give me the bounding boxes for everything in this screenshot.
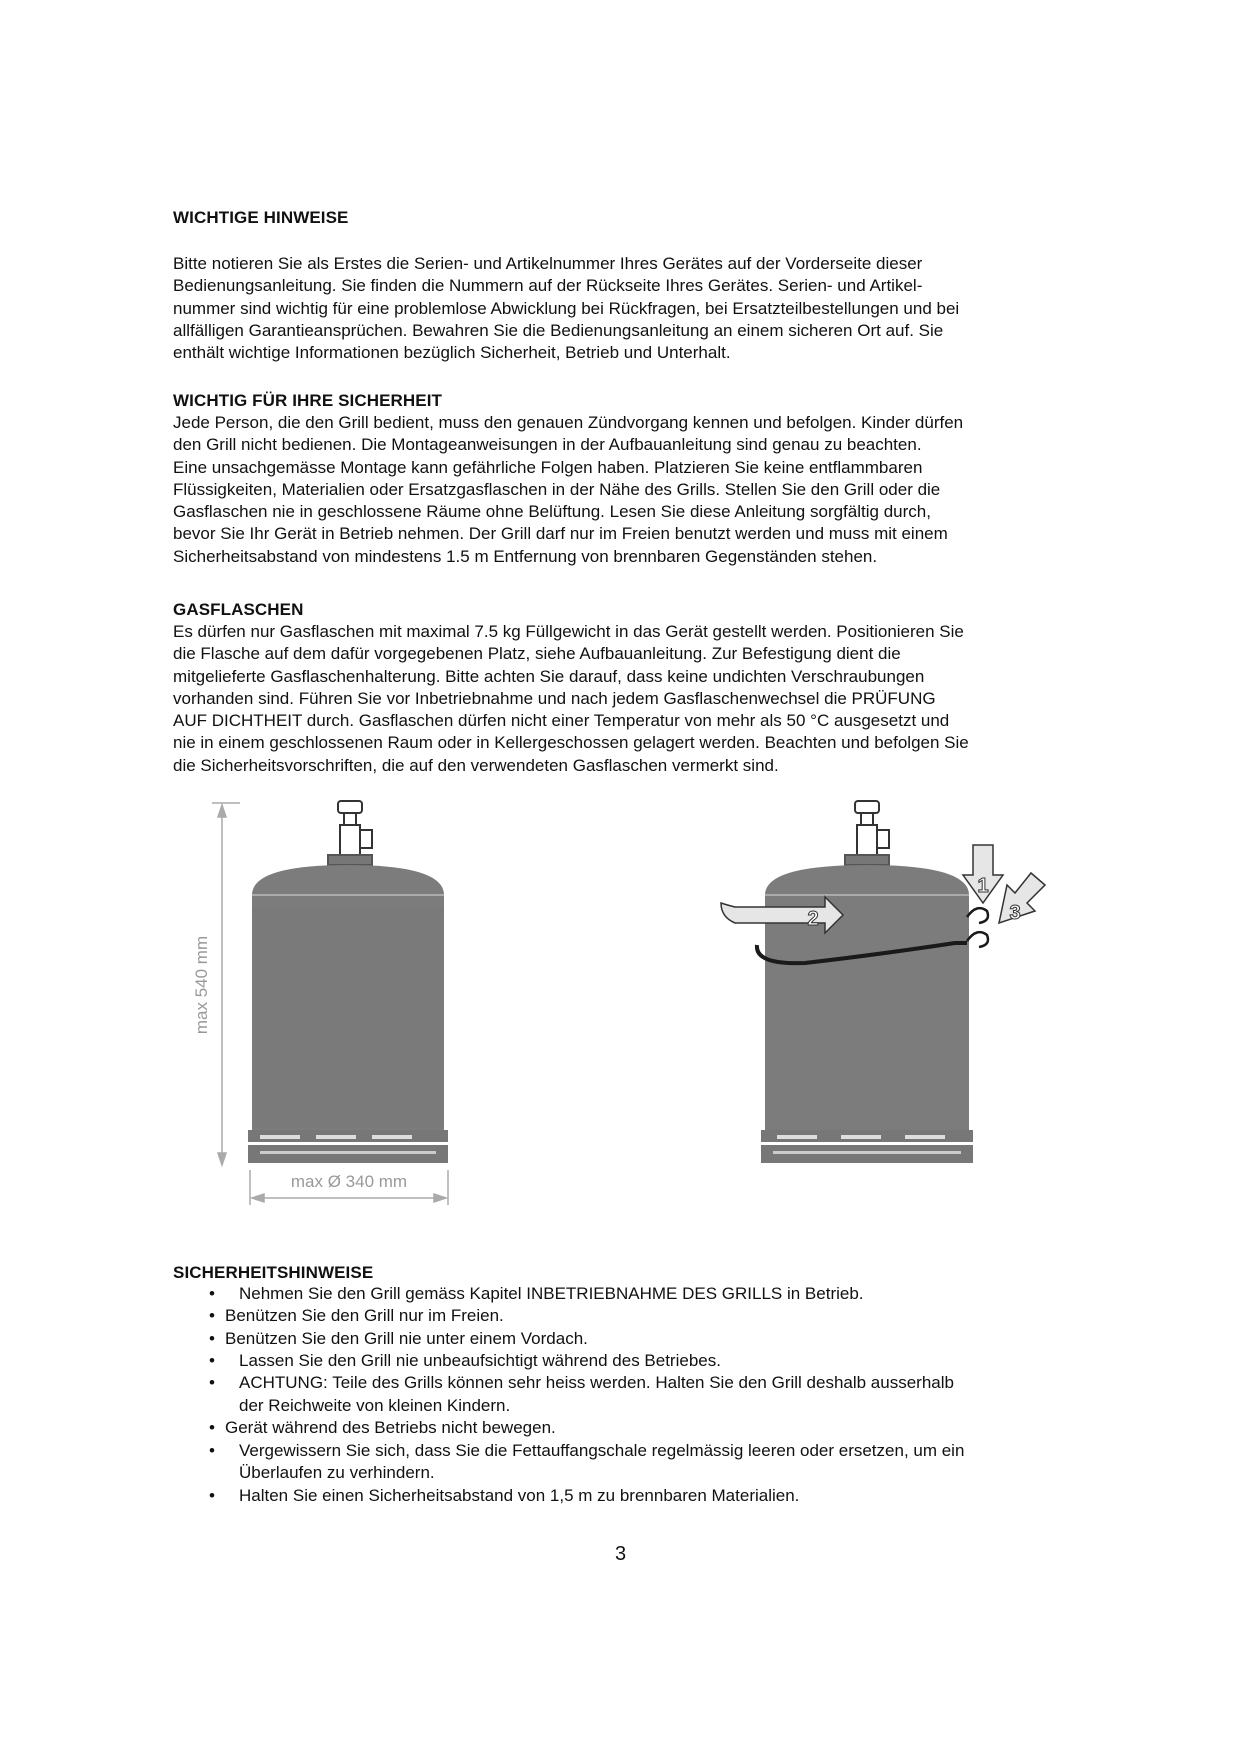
text-line: AUF DICHTHEIT durch. Gasflaschen dürfen nicht einer Temperatur von mehr als 50 °C ausgesetzt und xyxy=(173,711,950,731)
arrow-3-icon xyxy=(999,873,1045,924)
heading-gas-bottles: GASFLASCHEN xyxy=(173,600,304,619)
page-number: 3 xyxy=(614,1543,627,1565)
text-line: Bitte notieren Sie als Erstes die Serien- und Artikelnummer Ihres Gerätes auf der Vorderseite dieser xyxy=(173,254,923,273)
step-3-label: 3 xyxy=(1009,902,1021,924)
bottle-body xyxy=(248,865,448,1163)
bullet-icon: • xyxy=(209,1306,215,1325)
text-line: Bedienungsanleitung. Sie finden die Nummern auf der Rückseite Ihres Gerätes. Serien- und Artikel- xyxy=(173,276,923,296)
valve xyxy=(845,801,889,865)
text-line: enthält wichtige Informationen bezüglich Sicherheit, Betrieb und Unterhalt. xyxy=(173,343,731,363)
text-line: mitgelieferte Gasflaschenhalterung. Bitte achten Sie darauf, dass keine undichten Verschraubungen xyxy=(173,666,925,686)
text-line: Gasflaschen nie in geschlossene Räume ohne Belüftung. Lesen Sie diese Anleitung sorgfältig durch, xyxy=(173,502,931,522)
heading-safety-notes: SICHERHEITSHINWEISE xyxy=(173,1263,374,1282)
text-line: nie in einem geschlossenen Raum oder in Kellergeschossen gelagert werden. Beachten und befolgen Sie xyxy=(173,733,969,753)
text-line: Jede Person, die den Grill bedient, muss den genauen Zündvorgang kennen und befolgen. Kinder dürfen xyxy=(173,413,964,432)
text-line: Flüssigkeiten, Materialien oder Ersatzgasflaschen in der Nähe des Grills. Stellen Sie den Grill oder die xyxy=(173,479,941,499)
gas-bottle-mounting-figure xyxy=(715,795,1055,1180)
gas-bottle-dimensions-figure xyxy=(190,795,490,1215)
manual-page: WICHTIGE HINWEISE Bitte notieren Sie als Erstes die Serien- und Artikelnummer Ihres Gerätes auf der Vorderseite dieser Bedienungsanleitung. Sie finden die Nummern auf der Rückseite Ihres Gerätes. Serien- und Artikel- nummer sind wichtig für eine problemlose Abwicklung bei Rückfragen, bei Ersatzteilbestellungen und bei allfälligen Garantieansprüchen. Bewahren Sie die Bedienungsanleitung an einem sicheren Ort auf. Sie enthält wichtige Informationen bezüglich Sicherheit, Betrieb und Unterhalt. WICHTIG FÜR IHRE SICHERHEIT Jede Person, die den Grill bedient, muss den genauen Zündvorgang kennen und befolgen. Kinder dürfen den Grill nicht bedienen. Die Montageanweisungen in der Aufbauanleitung sind genau zu beachten. Eine unsachgemässe Montage kann gefährliche Folgen haben. Platzieren Sie keine entflammbaren Flüssigkeiten, Materialien oder Ersatzgasflaschen in der Nähe des Grills. Stellen Sie den Grill oder die Gasflaschen nie in geschlossene Räume ohne Belüftung. Lesen Sie diese Anleitung sorgfältig durch, bevor Sie Ihr Gerät in Betrieb nehmen. Der Grill darf nur im Freien benutzt werden und muss mit einem Sicherheitsabstand von mindestens 1.5 m Entfernung von brennbaren Gegenständen stehen. GASFLASCHEN Es dürfen nur Gasflaschen mit maximal 7.5 kg Füllgewicht in das Gerät gestellt werden. Positionieren Sie die Flasche auf dem dafür vorgegebenen Platz, siehe Aufbauanleitung. Zur Befestigung dient die mitgelieferte Gasflaschenhalterung. Bitte achten Sie darauf, dass keine undichten Verschraubungen vorhanden sind. Führen Sie vor Inbetriebnahme und nach jedem Gasflaschenwechsel die PRÜFUNG AUF DICHTHEIT durch. Gasflaschen dürfen nicht einer Temperatur von mehr als 50 °C ausgesetzt und nie in einem geschlossenen Raum oder in Kellergeschossen gelagert werden. Beachten und befolgen Sie die Sicherheitsvorschriften, die auf den verwendeten Gasflaschen vermerkt sind. max 540 mm max Ø 340 mm 2 1 3 SICHERHEITSHINWEISE • Nehmen Sie den Grill gemäss Kapitel INBETRIEBNAHME DES GRILLS in Betrieb. • Benützen Sie den Grill nur im Freien. • Benützen Sie den Grill nie unter einem Vordach. • Lassen Sie den Grill nie unbeaufsichtigt während des Betriebes. • ACHTUNG: Teile des Grills können sehr heiss werden. Halten Sie den Grill deshalb ausserhalb der Reichweite von kleinen Kindern. • Gerät während des Betriebs nicht bewegen. • Vergewissern Sie sich, dass Sie die Fettauffangschale regelmässig leeren oder ersetzen, um ein Überlaufen zu verhindern. • Halten Sie einen Sicherheitsabstand von 1,5 m zu brennbaren Materialien. 3 xyxy=(0,0,1241,1754)
bullet-icon: • xyxy=(209,1441,215,1460)
heading-safety: WICHTIG FÜR IHRE SICHERHEIT xyxy=(173,391,443,410)
bullet-icon: • xyxy=(209,1329,215,1348)
bullet-icon: • xyxy=(209,1418,215,1437)
height-dimension xyxy=(212,803,240,1165)
bullet-icon: • xyxy=(209,1486,215,1505)
heading-important-notes: WICHTIGE HINWEISE xyxy=(173,208,349,227)
diameter-label: max Ø 340 mm xyxy=(290,1172,408,1191)
bullet-icon: • xyxy=(209,1284,215,1303)
text-line: bevor Sie Ihr Gerät in Betrieb nehmen. Der Grill darf nur im Freien benutzt werden und muss mit einem xyxy=(173,524,948,544)
text-line: die Sicherheitsvorschriften, die auf den verwendeten Gasflaschen vermerkt sind. xyxy=(173,755,779,775)
bullet-icon: • xyxy=(209,1351,215,1370)
text-line: Es dürfen nur Gasflaschen mit maximal 7.5 kg Füllgewicht in das Gerät gestellt werden. Positionieren Sie xyxy=(173,622,964,641)
text-line: Eine unsachgemässe Montage kann gefährliche Folgen haben. Platzieren Sie keine entflammbaren xyxy=(173,457,923,477)
hook-target xyxy=(967,908,988,923)
text-line: vorhanden sind. Führen Sie vor Inbetriebnahme und nach jedem Gasflaschenwechsel die PRÜFUNG xyxy=(173,688,936,708)
valve xyxy=(328,801,372,865)
text-line: nummer sind wichtig für eine problemlose Abwicklung bei Rückfragen, bei Ersatzteilbestellungen und bei xyxy=(173,298,960,318)
text-line: Sicherheitsabstand von mindestens 1.5 m Entfernung von brennbaren Gegenständen stehen. xyxy=(173,546,878,566)
paragraph-safety xyxy=(173,412,1073,568)
text-line: den Grill nicht bedienen. Die Montageanweisungen in der Aufbauanleitung sind genau zu beachten. xyxy=(173,435,922,455)
step-2-label: 2 xyxy=(807,908,819,930)
paragraph-important-notes xyxy=(173,253,1073,364)
text-line: allfälligen Garantieansprüchen. Bewahren Sie die Bedienungsanleitung an einem sicheren Ort auf. Sie xyxy=(173,320,944,340)
paragraph-gas-bottles xyxy=(173,621,1073,777)
height-label: max 540 mm xyxy=(192,935,211,1035)
text-line: die Flasche auf dem dafür vorgegebenen Platz, siehe Aufbauanleitung. Zur Befestigung dient die xyxy=(173,644,901,664)
step-1-label: 1 xyxy=(977,875,989,897)
hook xyxy=(967,932,988,947)
bullet-icon: • xyxy=(209,1373,215,1392)
